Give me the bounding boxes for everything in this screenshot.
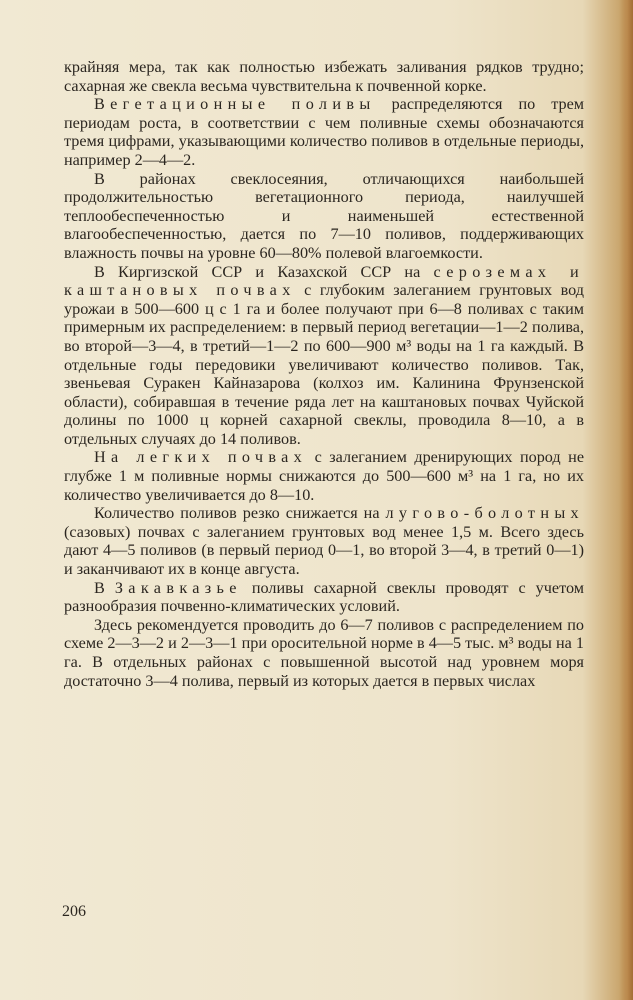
paragraph-2-text: распределяются по трем периодам роста, в соответствии с чем поливные схемы обозначаются тремя цифрами, указывающими количество поливов в отдельные периоды, например 2—4—2. (64, 95, 585, 169)
paragraph-3-text: В районах свеклосеяния, отличающихся наибольшей продолжительностью вегетационного периода, наилучшей теплообеспеченностью и наименьшей естественной влагообеспеченностью, дается по 7—10 поливов, поддерживающих влажность почвы на уровне 60—80% полевой влагоемкости. (64, 169, 584, 262)
paragraph-6-text-start: Количество поливов резко снижается на (94, 504, 386, 523)
paragraph-6 (64, 504, 584, 578)
paragraph-4 (64, 263, 584, 449)
paragraph-7-text-start: В (94, 578, 115, 597)
spaced-term-vegetation-irrigation: Вегетационные поливы (94, 95, 376, 114)
paragraph-4-text-start: В Киргизской ССР и Казахской ССР на (94, 262, 434, 281)
paragraph-5-text: с залеганием дренирующих пород не глубже 1 м поливные нормы снижаются до 500—600 м³ на 1 га, но их количество увеличивается до 8—10. (64, 448, 585, 504)
paragraph-1-text: крайняя мера, так как полностью избежать заливания рядков трудно; сахарная же свекла весьма чувствительна к почвенной корке. (64, 58, 584, 95)
spaced-term-meadow-bog: лугово-болотных (385, 504, 584, 523)
spaced-term-transcaucasia: Закавказье (114, 578, 242, 597)
paragraph-6-text: (сазовых) почвах с залеганием грунтовых вод менее 1,5 м. Всего здесь дают 4—5 поливов (в первый период 0—1, во второй 3—4, в третий 0—1) и заканчивают их в конце августа. (64, 522, 584, 579)
paragraph-4-text: с глубоким залеганием грунтовых вод урожаи в 500—600 ц с 1 га и более получают при 6—8 поливах с таким примерным их распределением: в первый период вегетации—1—2 полива, во второй—3—4, в третий—1—2 по 600—900 м³ воды на 1 га каждый. В отдельные годы передовики увеличивают количество поливов. Так, звеньевая Суракен Кайназарова (колхоз им. Калинина Фрунзенской области), собиравшая в течение ряда лет на каштановых почвах Чуйской долины по 1000 ц корней сахарной свеклы, проводила 8—10, а в отдельных случаях до 14 поливов. (64, 281, 584, 448)
paragraph-2 (64, 95, 584, 169)
page-edge-shadow (619, 0, 633, 1000)
page-number: 206 (62, 903, 86, 920)
paragraph-5 (64, 448, 584, 504)
paragraph-7 (64, 579, 584, 616)
paragraph-8-text: Здесь рекомендуется проводить до 6—7 поливов с распределением по схеме 2—3—2 и 2—3—1 при оросительной норме в 4—5 тыс. м³ воды на 1 га. В отдельных районах с повышенной высотой над уровнем моря достаточно 3—4 полива, первый из которых дается в первых числах (64, 615, 584, 690)
body-text (64, 58, 584, 690)
paragraph-3 (64, 170, 584, 263)
spaced-term-serozem-chestnut-soils: сероземах и каштановых почвах (64, 262, 584, 300)
paragraph-8 (64, 616, 584, 690)
spaced-term-light-soils: На легких почвах (94, 448, 308, 467)
paragraph-7-text: поливы сахарной свеклы проводят с учетом разнообразия почвенно-климатических условий. (64, 578, 584, 616)
paragraph-1 (64, 58, 584, 95)
